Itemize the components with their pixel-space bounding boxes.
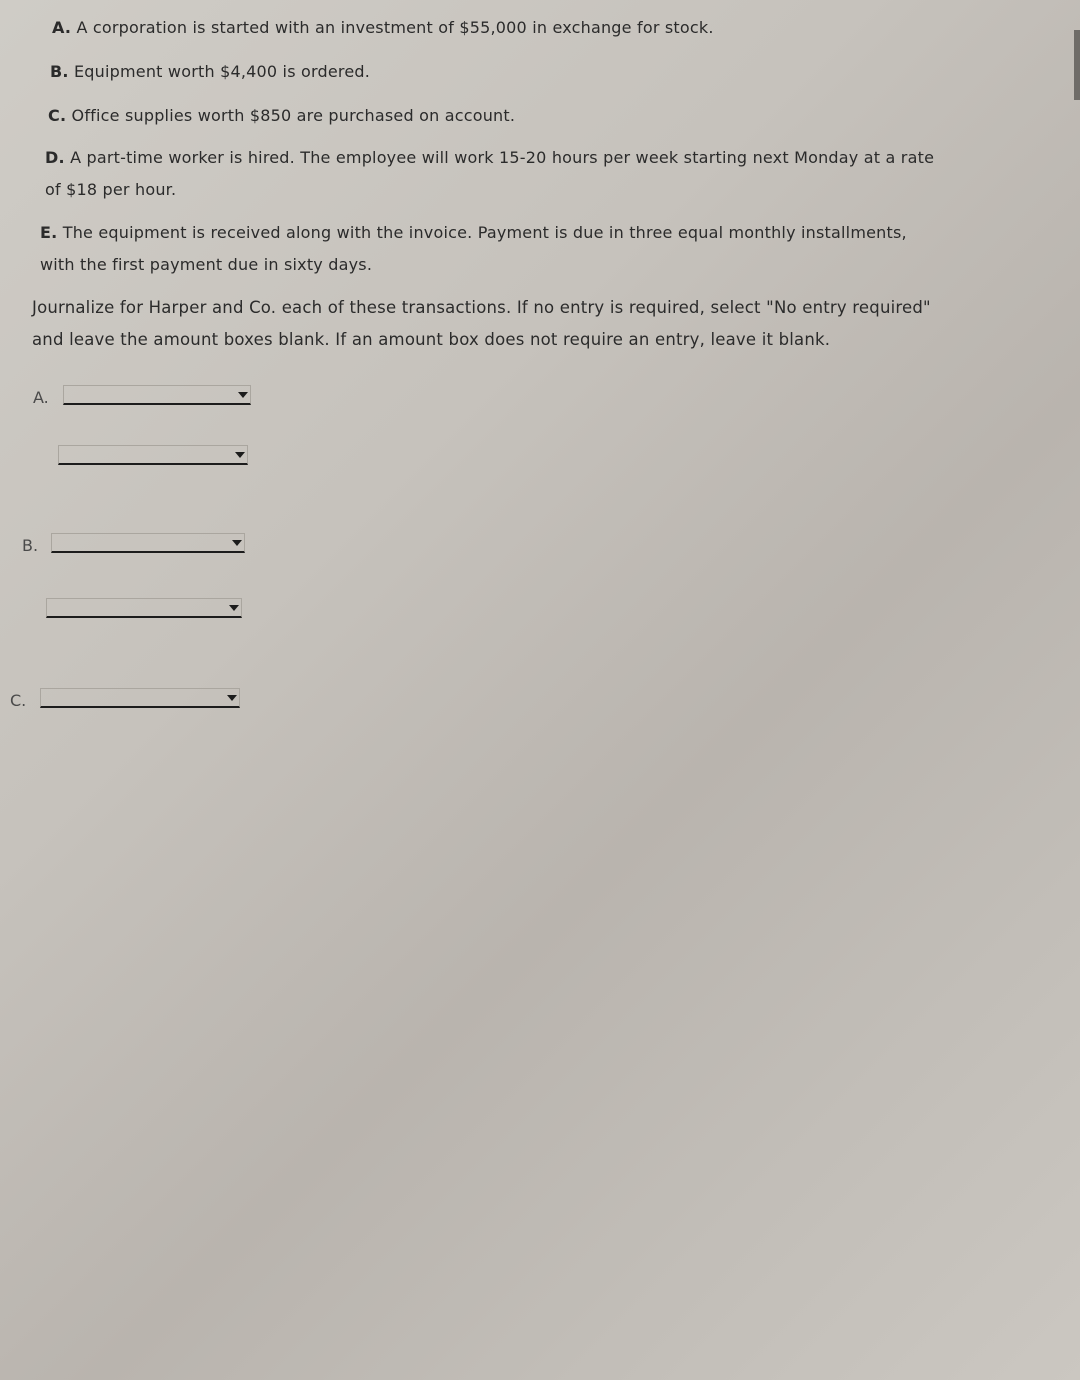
transaction-c — [48, 100, 515, 132]
instructions — [32, 292, 931, 356]
transaction-b-letter: B. — [50, 62, 69, 81]
transaction-e-text-line2: with the first payment due in sixty days. — [40, 255, 373, 274]
chevron-down-icon — [229, 605, 239, 611]
chevron-down-icon — [232, 540, 242, 546]
chevron-down-icon — [235, 452, 245, 458]
entry-a-account-select-2[interactable] — [58, 445, 248, 465]
entry-c-label: C. — [10, 691, 27, 710]
transaction-a-text: A corporation is started with an investment of $55,000 in exchange for stock. — [76, 18, 714, 37]
transaction-c-letter: C. — [48, 106, 67, 125]
entry-b-account-select-1[interactable] — [51, 533, 245, 553]
transaction-d-letter: D. — [45, 148, 65, 167]
transaction-e — [40, 217, 907, 281]
entry-a-account-select-1[interactable] — [63, 385, 251, 405]
entry-a-label: A. — [33, 388, 49, 407]
entry-c-account-select-1[interactable] — [40, 688, 240, 708]
transaction-b-text: Equipment worth $4,400 is ordered. — [73, 62, 371, 81]
transaction-e-text-line1: The equipment is received along with the invoice. Payment is due in three equal monthly installments, — [62, 223, 907, 242]
transaction-e-letter: E. — [40, 223, 58, 242]
transaction-b — [50, 56, 370, 88]
instructions-line2: and leave the amount boxes blank. If an amount box does not require an entry, leave it blank. — [32, 330, 831, 349]
transaction-a — [52, 12, 714, 44]
instructions-line1: Journalize for Harper and Co. each of these transactions. If no entry is required, select "No entry required" — [32, 298, 931, 317]
transaction-a-letter: A. — [52, 18, 72, 37]
entry-b-account-select-2[interactable] — [46, 598, 242, 618]
entry-b-label: B. — [22, 536, 39, 555]
transaction-d — [45, 142, 934, 206]
chevron-down-icon — [227, 695, 237, 701]
transaction-c-text: Office supplies worth $850 are purchased on account. — [71, 106, 516, 125]
chevron-down-icon — [238, 392, 248, 398]
transaction-d-text-line2: of $18 per hour. — [45, 180, 177, 199]
transaction-d-text-line1: A part-time worker is hired. The employee will work 15-20 hours per week starting next Monday at a rate — [70, 148, 935, 167]
screen-edge-shadow — [1074, 30, 1080, 100]
